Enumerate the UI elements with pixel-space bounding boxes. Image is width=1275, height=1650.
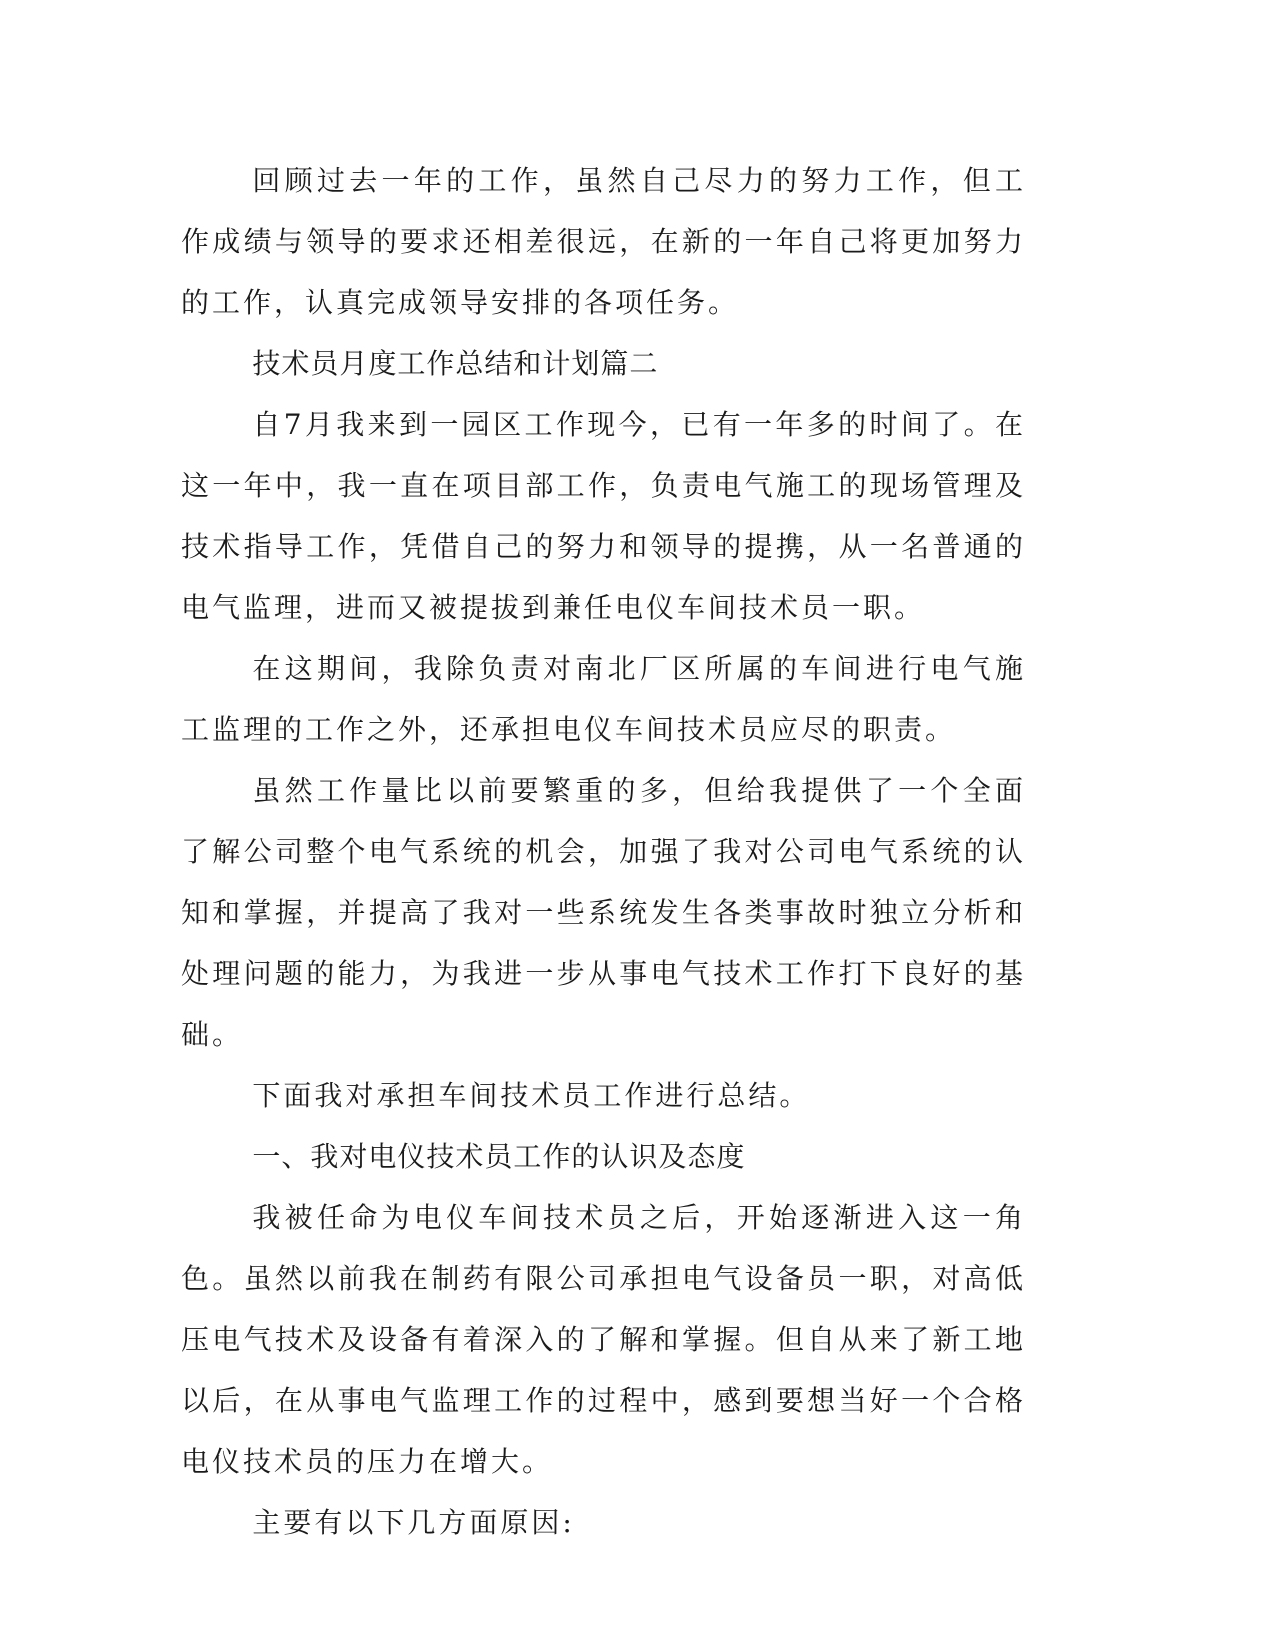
paragraph-summary-lead: 下面我对承担车间技术员工作进行总结。 — [252, 1079, 811, 1112]
document-body — [181, 150, 1026, 1553]
paragraph-duties: 在这期间，我除负责对南北厂区所属的车间进行电气施工监理的工作之外，还承担电仪车间技术员应尽的职责。 — [181, 652, 1026, 746]
paragraph-intro: 自7月我来到一园区工作现今，已有一年多的时间了。在这一年中，我一直在项目部工作，负责电气施工的现场管理及技术指导工作，凭借自己的努力和领导的提携，从一名普通的电气监理，进而又被提拔到兼任电仪车间技术员一职。 — [181, 408, 1026, 624]
paragraph-reasons: 主要有以下几方面原因: — [252, 1506, 575, 1539]
paragraph-review: 回顾过去一年的工作，虽然自己尽力的努力工作，但工作成绩与领导的要求还相差很远，在新的一年自己将更加努力的工作，认真完成领导安排的各项任务。 — [181, 164, 1026, 319]
paragraph-workload: 虽然工作量比以前要繁重的多，但给我提供了一个全面了解公司整个电气系统的机会，加强了我对公司电气系统的认知和掌握，并提高了我对一些系统发生各类事故时独立分析和处理问题的能力，为我进一步从事电气技术工作打下良好的基础。 — [181, 774, 1026, 1051]
paragraph-role: 我被任命为电仪车间技术员之后，开始逐渐进入这一角色。虽然以前我在制药有限公司承担电气设备员一职，对高低压电气技术及设备有着深入的了解和掌握。但自从来了新工地以后，在从事电气监理工作的过程中，感到要想当好一个合格电仪技术员的压力在增大。 — [181, 1201, 1026, 1478]
section-title: 技术员月度工作总结和计划篇二 — [252, 347, 659, 380]
subheading-attitude: 一、我对电仪技术员工作的认识及态度 — [252, 1140, 746, 1173]
